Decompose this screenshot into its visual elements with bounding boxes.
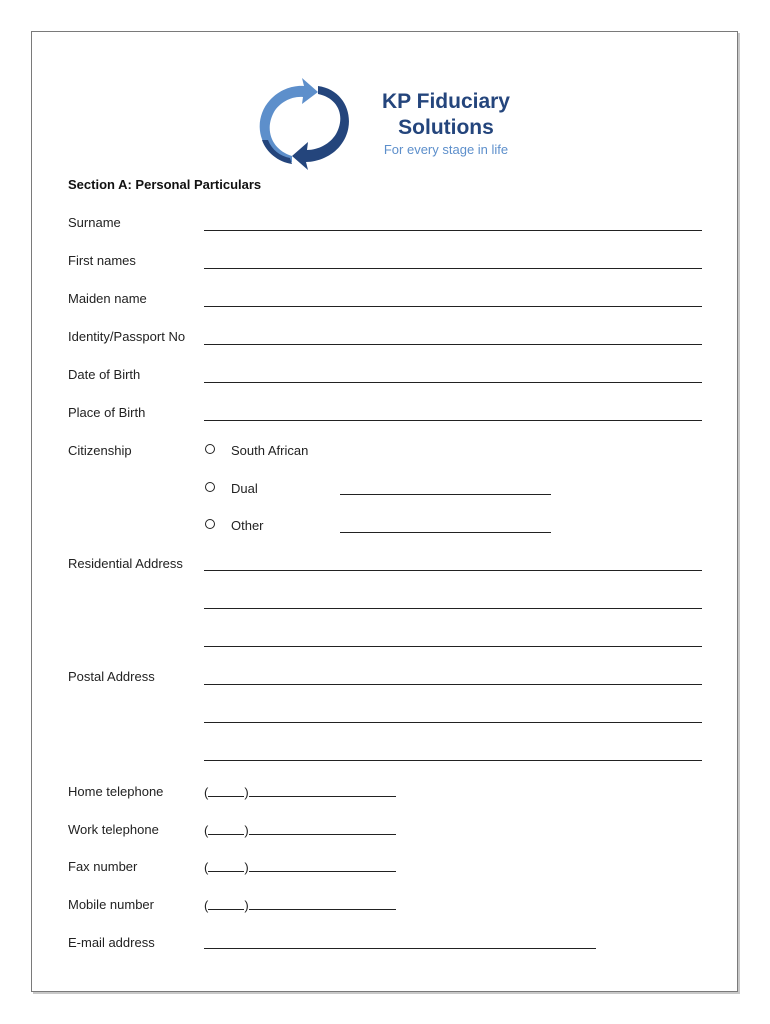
company-name-line1: KP Fiduciary [382,90,510,113]
home-telephone-label: Home telephone [68,784,164,799]
postal-address-line1[interactable] [204,684,702,685]
company-tagline: For every stage in life [383,142,509,157]
area-code-blank[interactable] [208,822,244,835]
residential-address-line2[interactable] [204,608,702,609]
number-blank[interactable] [249,822,396,835]
number-blank[interactable] [249,784,396,797]
area-code-close: ) [244,785,249,800]
circular-arrows-icon [252,78,362,170]
maiden-name-field[interactable] [204,306,702,307]
dob-field[interactable] [204,382,702,383]
dob-label: Date of Birth [68,367,141,382]
work-telephone-field[interactable] [204,822,396,838]
area-code-open: ( [204,785,209,800]
area-code-close: ) [244,860,249,875]
postal-address-line3[interactable] [204,760,702,761]
pob-label: Place of Birth [68,405,146,420]
company-name-line2: Solutions [398,116,494,139]
area-code-close: ) [244,823,249,838]
option-south-african-label: South African [231,443,309,458]
email-address-field[interactable] [204,948,596,949]
residential-address-line1[interactable] [204,570,702,571]
area-code-blank[interactable] [208,784,244,797]
maiden-name-label: Maiden name [68,291,147,306]
area-code-blank[interactable] [208,859,244,872]
radio-south-african[interactable] [205,444,215,454]
area-code-open: ( [204,823,209,838]
number-blank[interactable] [249,859,396,872]
citizenship-label: Citizenship [68,443,132,458]
fax-number-label: Fax number [68,859,138,874]
postal-address-line2[interactable] [204,722,702,723]
number-blank[interactable] [249,897,396,910]
radio-other[interactable] [205,519,215,529]
form-page [31,31,738,992]
work-telephone-label: Work telephone [68,822,159,837]
surname-field[interactable] [204,230,702,231]
home-telephone-field[interactable] [204,784,396,800]
area-code-open: ( [204,898,209,913]
postal-address-label: Postal Address [68,669,155,684]
area-code-close: ) [244,898,249,913]
area-code-blank[interactable] [208,897,244,910]
company-logo [252,78,522,170]
id-passport-field[interactable] [204,344,702,345]
option-other-label: Other [231,518,264,533]
id-passport-label: Identity/Passport No [68,329,186,344]
company-name [370,89,522,141]
email-address-label: E-mail address [68,935,155,950]
area-code-open: ( [204,860,209,875]
other-specify-field[interactable] [340,532,551,533]
radio-dual[interactable] [205,482,215,492]
pob-field[interactable] [204,420,702,421]
mobile-number-label: Mobile number [68,897,154,912]
surname-label: Surname [68,215,121,230]
residential-address-label: Residential Address [68,556,183,571]
first-names-field[interactable] [204,268,702,269]
first-names-label: First names [68,253,136,268]
residential-address-line3[interactable] [204,646,702,647]
mobile-number-field[interactable] [204,897,396,913]
fax-number-field[interactable] [204,859,396,875]
option-dual-label: Dual [231,481,258,496]
section-title: Section A: Personal Particulars [68,177,262,192]
dual-specify-field[interactable] [340,494,551,495]
